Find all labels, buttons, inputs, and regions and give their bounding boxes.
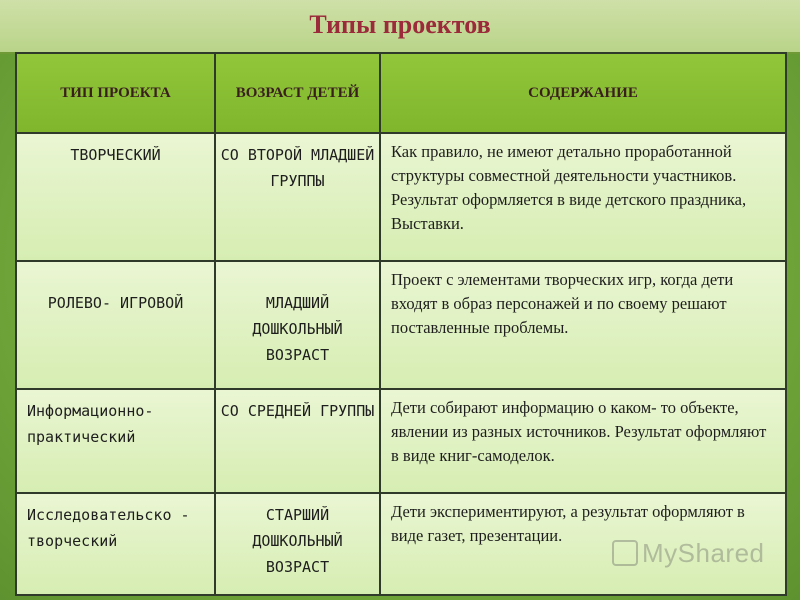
cell-children-age: СТАРШИЙ ДОШКОЛЬНЫЙ ВОЗРАСТ	[215, 493, 380, 595]
watermark-text: MyShared	[642, 538, 765, 568]
cell-content: Проект с элементами творческих игр, когда дети входят в образ персонажей и по своему решают поставленные проблемы.	[380, 261, 786, 389]
cell-children-age: МЛАДШИЙ ДОШКОЛЬНЫЙ ВОЗРАСТ	[215, 261, 380, 389]
table-row	[16, 261, 786, 389]
cell-children-age: СО ВТОРОЙ МЛАДШЕЙ ГРУППЫ	[215, 133, 380, 261]
cell-content: Дети собирают информацию о каком- то объекте, явлении из разных источников. Результат оформляют в виде книг-самоделок.	[380, 389, 786, 493]
cell-project-type: РОЛЕВО- ИГРОВОЙ	[16, 261, 215, 389]
title-bar	[0, 0, 800, 54]
table-row	[16, 133, 786, 261]
header-project-type: ТИП ПРОЕКТА	[16, 53, 215, 133]
cell-project-type: ТВОРЧЕСКИЙ	[16, 133, 215, 261]
myshared-logo-icon	[612, 540, 638, 566]
cell-content: Дети экспериментируют, а результат оформляют в виде газет, презентации.	[380, 493, 786, 595]
cell-children-age: СО СРЕДНЕЙ ГРУППЫ	[215, 389, 380, 493]
watermark	[612, 538, 765, 569]
cell-content: Как правило, не имеют детально проработанной структуры совместной деятельности участников. Результат оформляется в виде детского праздника, Выставки.	[380, 133, 786, 261]
project-types-table	[15, 52, 787, 596]
slide-title: Типы проектов	[309, 10, 491, 39]
cell-project-type: Исследовательско - творческий	[16, 493, 215, 595]
header-children-age: ВОЗРАСТ ДЕТЕЙ	[215, 53, 380, 133]
table-header-row	[16, 53, 786, 133]
table-row	[16, 389, 786, 493]
cell-project-type: Информационно- практический	[16, 389, 215, 493]
header-content: СОДЕРЖАНИЕ	[380, 53, 786, 133]
